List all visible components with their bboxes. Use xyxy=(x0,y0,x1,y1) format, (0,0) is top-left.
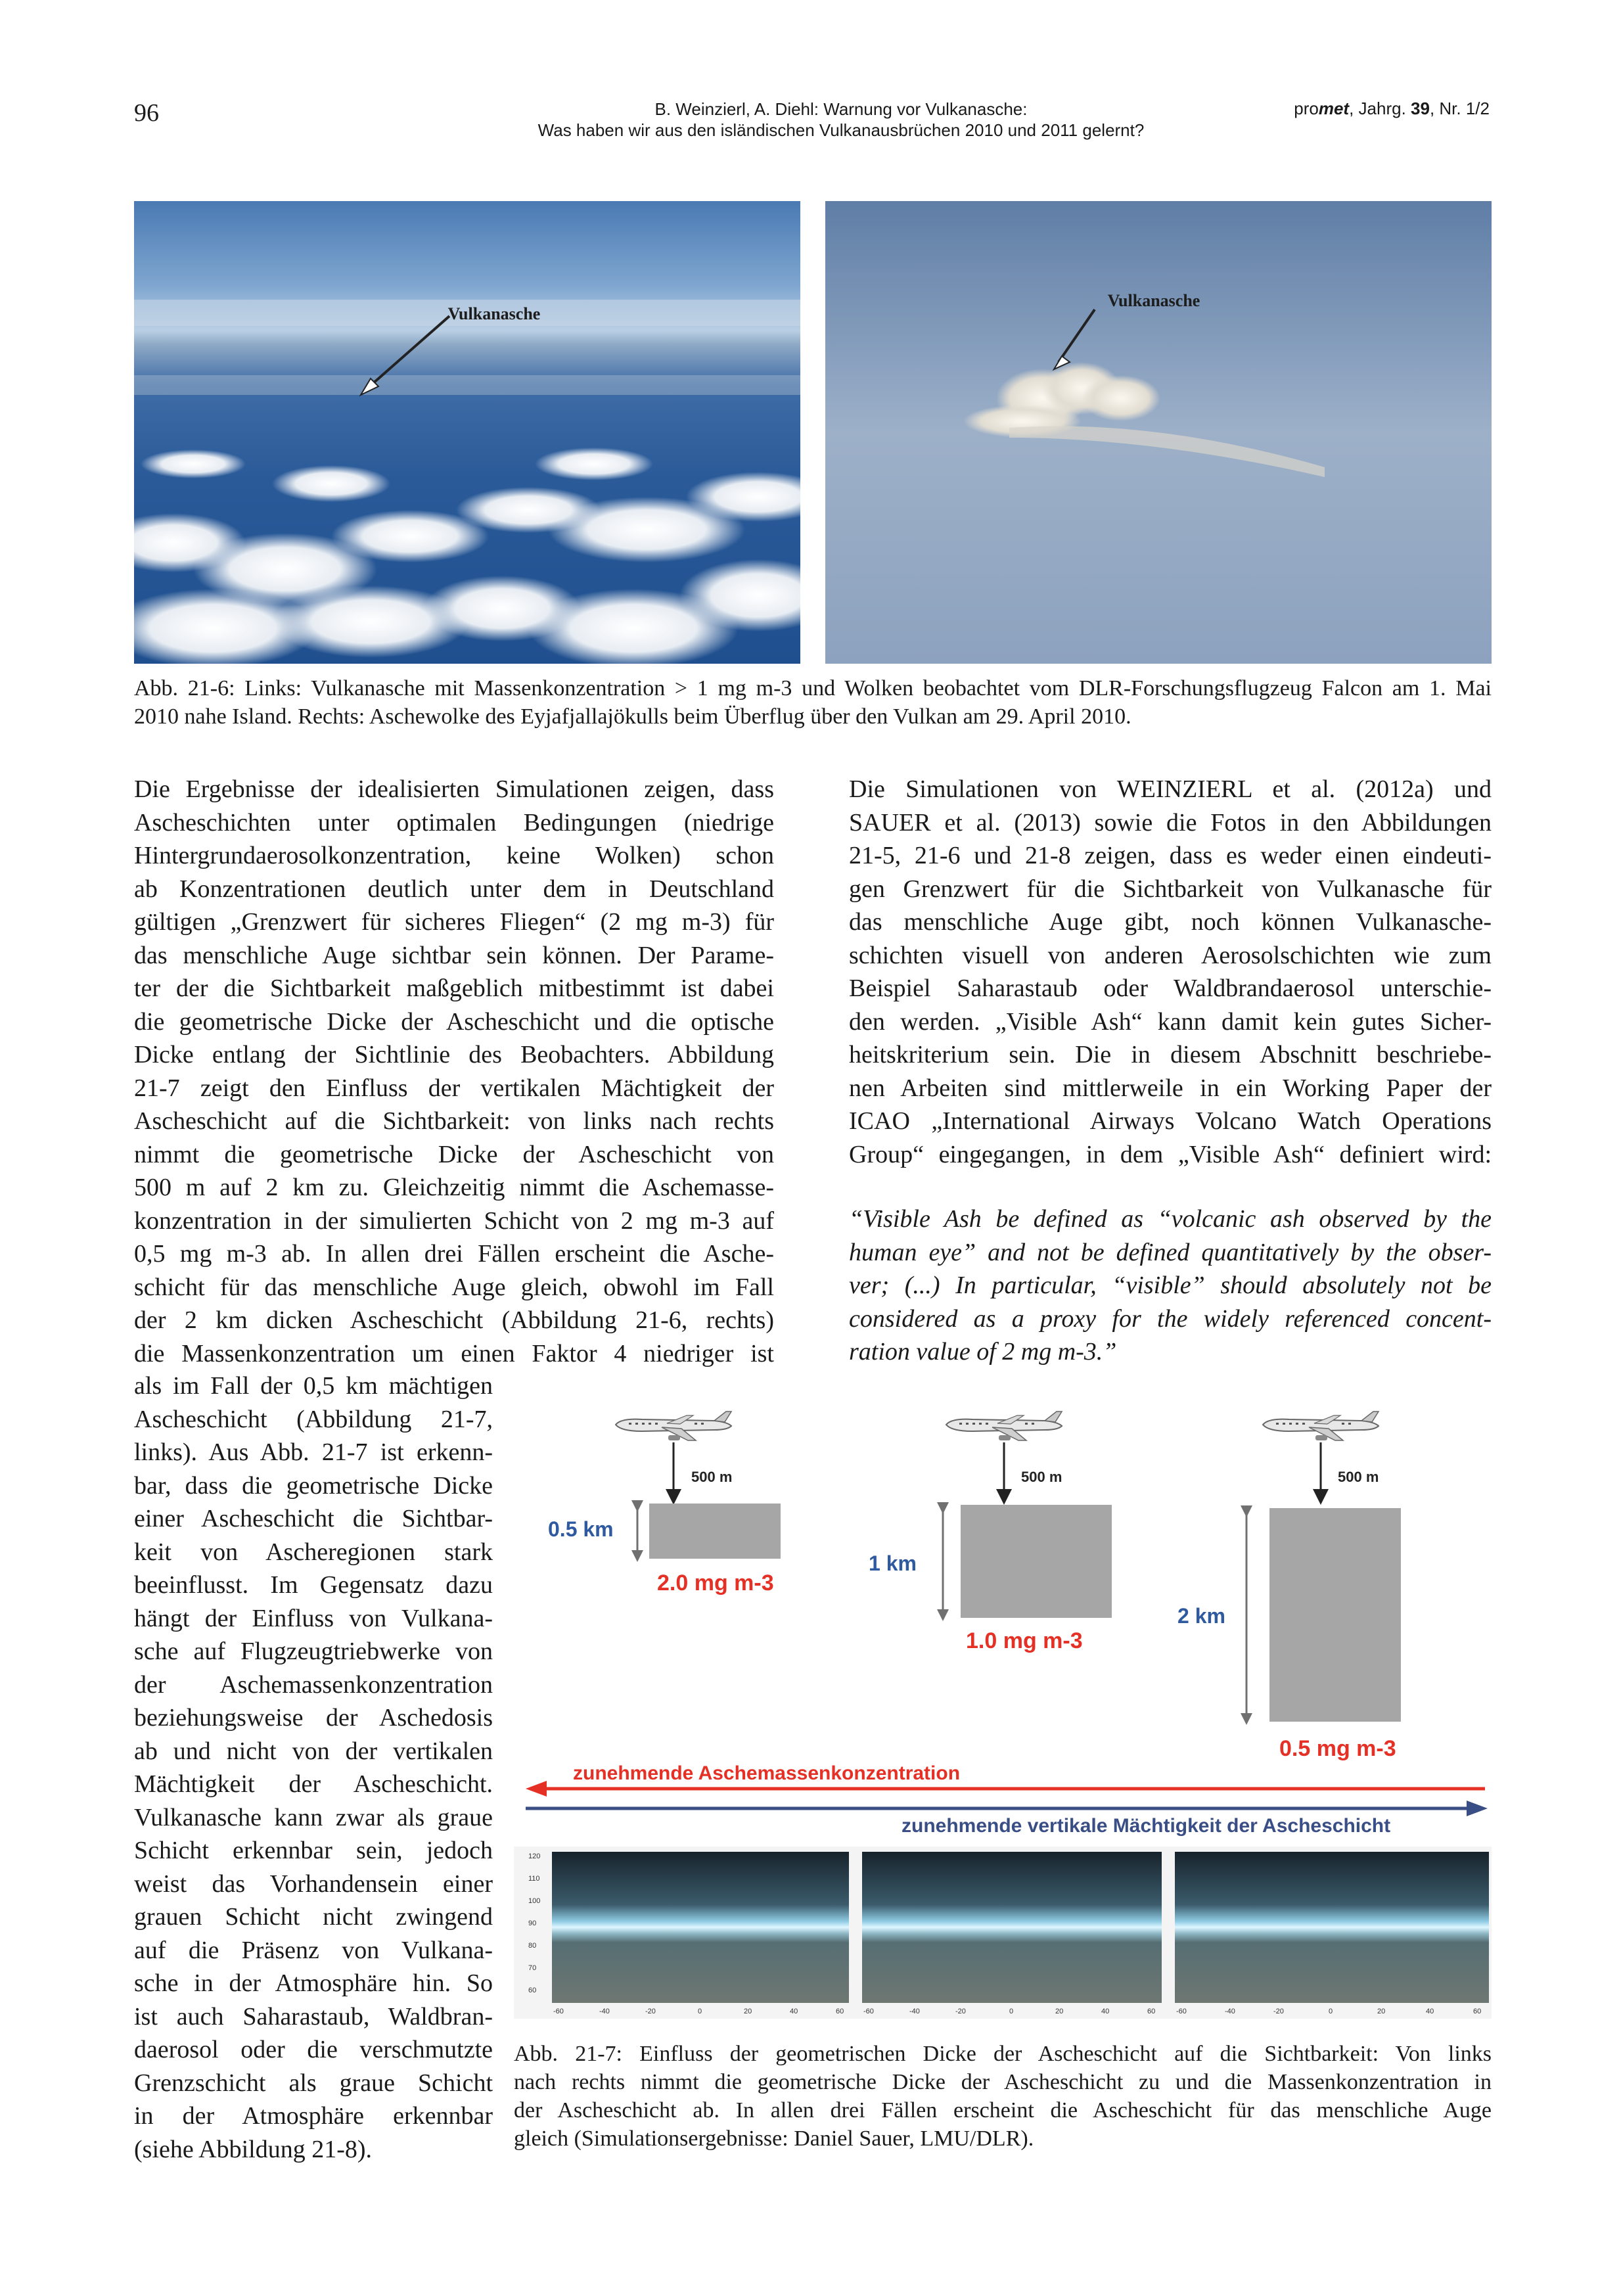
x-tick: 0 xyxy=(698,2008,702,2015)
running-title-line-1: B. Weinzierl, A. Diehl: Warnung vor Vulkanasche: xyxy=(654,99,1028,119)
photo-ash-cloud-right xyxy=(825,201,1492,664)
text-line: SAUER et al. (2013) sowie die Fotos in den Abbildungen xyxy=(849,808,1492,837)
text-line: weist das Vorhandensein einer xyxy=(134,1870,493,1898)
text-line: Mächtigkeit der Ascheschicht. xyxy=(134,1770,493,1798)
x-tick: -60 xyxy=(863,2008,874,2015)
y-tick: 60 xyxy=(528,1986,537,1994)
text-line: links). Aus Abb. 21-7 ist erkenn- xyxy=(134,1438,493,1466)
panel-3-distance: 500 m xyxy=(1338,1469,1379,1485)
x-tick: -40 xyxy=(1225,2008,1235,2015)
text-line: daerosol oder die verschmutzte xyxy=(134,2036,493,2063)
x-tick: 20 xyxy=(744,2008,752,2015)
journal-met: met xyxy=(1318,99,1350,118)
x-tick: 40 xyxy=(1426,2008,1434,2015)
text-line: die Massenkonzentration um einen Faktor 4 niedriger ist xyxy=(134,1339,774,1367)
text-line: (siehe Abbildung 21-8). xyxy=(134,2135,373,2163)
text-line: Hintergrundaerosolkonzentration, keine Wolken) schon xyxy=(134,842,774,869)
text-line: keit von Ascheregionen stark xyxy=(134,1538,493,1566)
text-line: einer Ascheschicht die Sichtbar- xyxy=(134,1505,493,1532)
x-tick: 60 xyxy=(1473,2008,1482,2015)
text-line: sche in der Atmosphäre hin. So xyxy=(134,1969,493,1997)
caption-line: der Ascheschicht ab. In allen drei Fällen erscheint die Ascheschicht für das menschliche Auge xyxy=(514,2098,1492,2123)
journal-year-label: , Jahrg. xyxy=(1349,99,1411,118)
icao-quote xyxy=(849,1203,1492,1369)
body-text-left-column xyxy=(134,773,774,1370)
text-line: 500 m auf 2 km zu. Gleichzeitig nimmt die Aschemasse- xyxy=(134,1174,774,1201)
text-line: ist auch Saharastaub, Waldbran- xyxy=(134,2002,493,2031)
text-line: nen Arbeiten sind mittlerweile in ein Working Paper der xyxy=(849,1074,1492,1102)
text-line: beziehungsweise der Aschedosis xyxy=(134,1704,493,1732)
x-tick: 20 xyxy=(1055,2008,1064,2015)
quote-line: ration value of 2 mg m-3.” xyxy=(849,1338,1117,1366)
page-number: 96 xyxy=(134,99,159,127)
text-line: hängt der Einfluss von Vulkana- xyxy=(134,1604,493,1632)
panel-3-concentration: 0.5 mg m-3 xyxy=(1279,1736,1396,1761)
quote-line: human eye” and not be defined quantitatively by the obser- xyxy=(849,1238,1492,1266)
running-title-line-2: Was haben wir aus den isländischen Vulkanausbrüchen 2010 und 2011 gelernt? xyxy=(537,120,1145,140)
text-line: schichten visuell von anderen Aerosolschichten wie zum xyxy=(849,941,1492,969)
x-tick: -20 xyxy=(955,2008,966,2015)
arrow-increasing-concentration xyxy=(526,1762,1485,1797)
y-tick: 100 xyxy=(528,1897,541,1905)
y-tick: 70 xyxy=(528,1964,537,1972)
text-line: konzentration in der simulierten Schicht von 2 mg m-3 auf xyxy=(134,1206,774,1235)
text-line: auf die Präsenz von Vulkana- xyxy=(134,1936,493,1964)
text-line: Schicht erkennbar sein, jedoch xyxy=(134,1837,493,1864)
x-tick: 60 xyxy=(1147,2008,1156,2015)
text-line: den werden. „Visible Ash“ kann damit kein gutes Sicher- xyxy=(849,1007,1492,1036)
caption-line: nach rechts nimmt die geometrische Dicke der Ascheschicht zu und die Massenkonzentration in xyxy=(514,2070,1492,2094)
photo-ash-layer-left xyxy=(134,201,800,664)
text-line: nimmt die geometrische Dicke der Ascheschicht von xyxy=(134,1140,774,1168)
caption-line: 2010 nahe Island. Rechts: Aschewolke des Eyjafjallajökulls beim Überflug über den Vulkan am 29. April 2010. xyxy=(134,704,1131,729)
x-tick: -40 xyxy=(909,2008,920,2015)
text-line: gen Grenzwert für die Sichtbarkeit von Vulkanasche für xyxy=(849,875,1492,903)
panel-1-thickness: 0.5 km xyxy=(548,1517,614,1541)
text-line: Group“ eingegangen, in dem „Visible Ash“ definiert wird: xyxy=(849,1140,1492,1168)
text-line: das menschliche Auge sichtbar sein können. Der Parame- xyxy=(134,941,774,969)
journal-issue: , Nr. 1/2 xyxy=(1429,99,1490,118)
text-line: ab Konzentrationen deutlich unter dem in Deutschland xyxy=(134,875,774,903)
text-line: Ascheschicht (Abbildung 21-7, xyxy=(134,1405,493,1433)
running-title xyxy=(421,99,1262,141)
arrow-blue-label: zunehmende vertikale Mächtigkeit der Ascheschicht xyxy=(902,1815,1391,1837)
text-line: in der Atmosphäre erkennbar xyxy=(134,2102,493,2130)
caption-line: gleich (Simulationsergebnisse: Daniel Sauer, LMU/DLR). xyxy=(514,2126,1034,2151)
text-line: Grenzschicht als graue Schicht xyxy=(134,2069,493,2097)
photo-right-label: Vulkanasche xyxy=(1107,291,1200,310)
x-tick: -20 xyxy=(645,2008,656,2015)
text-line: Vulkanasche kann zwar als graue xyxy=(134,1803,493,1831)
panel-2 xyxy=(869,1412,1112,1653)
figure-21-7 xyxy=(514,1393,1492,2024)
simulation-images xyxy=(514,1847,1492,2019)
panel-3-thickness: 2 km xyxy=(1177,1604,1225,1628)
text-line: Beispiel Saharastaub oder Waldbrandaerosol unterschie- xyxy=(849,975,1492,1002)
x-tick: 0 xyxy=(1329,2008,1333,2015)
text-line: 0,5 mg m-3 ab. In allen drei Fällen erscheint die Asche- xyxy=(134,1240,774,1268)
text-line: grauen Schicht nicht zwingend xyxy=(134,1903,493,1931)
arrow-increasing-thickness xyxy=(526,1801,1488,1837)
x-tick: 20 xyxy=(1377,2008,1386,2015)
text-line: Ascheschicht auf die Sichtbarkeit: von links nach rechts xyxy=(134,1107,774,1135)
text-line: beeinflusst. Im Gegensatz dazu xyxy=(134,1571,493,1599)
text-line: Die Ergebnisse der idealisierten Simulationen zeigen, dass xyxy=(134,775,774,803)
caption-line: Abb. 21-6: Links: Vulkanasche mit Massenkonzentration > 1 mg m-3 und Wolken beobachtet vom DLR-Forschungsflugzeug Falcon am 1. Mai xyxy=(134,676,1492,700)
x-tick: 60 xyxy=(836,2008,844,2015)
panel-2-distance: 500 m xyxy=(1021,1469,1062,1485)
y-tick: 110 xyxy=(528,1875,540,1883)
text-line: gültigen „Grenzwert für sicheres Fliegen“ (2 mg m-3) für xyxy=(134,908,774,936)
y-tick: 90 xyxy=(528,1919,537,1927)
text-line: der 2 km dicken Ascheschicht (Abbildung 21-6, rechts) xyxy=(134,1306,774,1334)
panel-1 xyxy=(548,1412,781,1596)
text-line: der Aschemassenkonzentration xyxy=(134,1670,493,1699)
text-line: das menschliche Auge gibt, noch können Vulkanasche- xyxy=(849,908,1492,936)
text-line: sche auf Flugzeugtriebwerke von xyxy=(134,1638,493,1665)
photo-left-label: Vulkanasche xyxy=(447,304,541,323)
journal-pro: pro xyxy=(1294,99,1319,118)
journal-volume: 39 xyxy=(1411,99,1430,118)
figure-21-7-caption xyxy=(514,2040,1492,2153)
text-line: schicht für das menschliche Auge gleich, obwohl im Fall xyxy=(134,1273,774,1301)
x-tick: -60 xyxy=(1176,2008,1187,2015)
panel-2-thickness: 1 km xyxy=(869,1551,917,1575)
quote-line: “Visible Ash be defined as “volcanic ash observed by the xyxy=(849,1205,1492,1233)
text-line: Ascheschichten unter optimalen Bedingungen (niedrige xyxy=(134,808,774,837)
text-line: bar, dass die geometrische Dicke xyxy=(134,1471,493,1500)
text-line: 21-7 zeigt den Einfluss der vertikalen Mächtigkeit der xyxy=(134,1074,774,1102)
text-line: als im Fall der 0,5 km mächtigen xyxy=(134,1372,493,1400)
caption-line: Abb. 21-7: Einfluss der geometrischen Dicke der Ascheschicht auf die Sichtbarkeit: Von links xyxy=(514,2042,1492,2066)
y-tick: 120 xyxy=(528,1852,541,1860)
figure-21-6-caption xyxy=(134,674,1492,731)
arrow-red-label: zunehmende Aschemassenkonzentration xyxy=(573,1762,961,1784)
panel-2-concentration: 1.0 mg m-3 xyxy=(966,1628,1083,1653)
quote-line: considered as a proxy for the widely referenced concent- xyxy=(849,1304,1492,1333)
journal-reference xyxy=(1294,99,1490,119)
x-tick: 0 xyxy=(1009,2008,1014,2015)
x-tick: -60 xyxy=(553,2008,564,2015)
x-tick: 40 xyxy=(790,2008,798,2015)
panel-1-distance: 500 m xyxy=(691,1469,733,1485)
text-line: Dicke entlang der Sichtlinie des Beobachters. Abbildung xyxy=(134,1041,774,1068)
body-text-right-column xyxy=(849,773,1492,1171)
x-tick: 40 xyxy=(1101,2008,1110,2015)
body-text-left-narrow xyxy=(134,1369,493,2166)
x-tick: -20 xyxy=(1273,2008,1284,2015)
panel-3 xyxy=(1177,1412,1401,1761)
text-line: ter der die Sichtbarkeit maßgeblich mitbestimmt ist dabei xyxy=(134,975,774,1002)
panel-1-concentration: 2.0 mg m-3 xyxy=(657,1571,774,1596)
text-line: 21-5, 21-6 und 21-8 zeigen, dass es weder einen eindeuti- xyxy=(849,842,1492,869)
text-line: die geometrische Dicke der Ascheschicht und die optische xyxy=(134,1007,774,1036)
y-tick: 80 xyxy=(528,1942,537,1950)
text-line: Die Simulationen von WEINZIERL et al. (2012a) und xyxy=(849,775,1492,803)
text-line: ICAO „International Airways Volcano Watch Operations xyxy=(849,1107,1492,1135)
text-line: ab und nicht von der vertikalen xyxy=(134,1737,493,1765)
quote-line: ver; (...) In particular, “visible” should absolutely not be xyxy=(849,1272,1492,1299)
x-tick: -40 xyxy=(599,2008,610,2015)
text-line: heitskriterium sein. Die in diesem Abschnitt beschriebe- xyxy=(849,1041,1492,1068)
